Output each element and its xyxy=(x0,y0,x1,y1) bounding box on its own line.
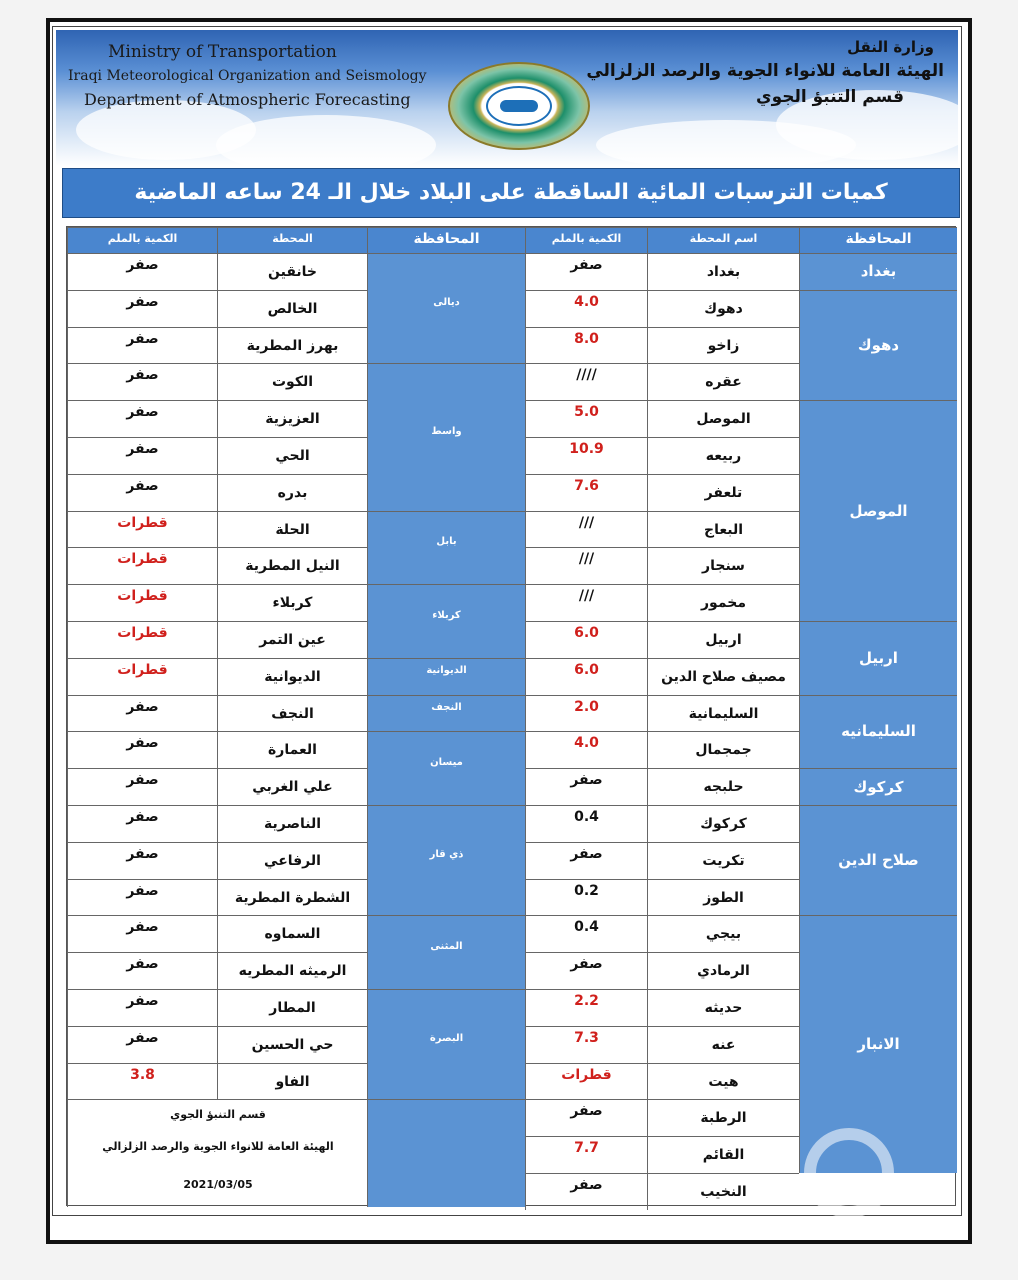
right-station-cell: السليمانية xyxy=(647,695,799,732)
left-station-cell: بهرز المطرية xyxy=(217,327,367,364)
right-amount-cell: 2.2 xyxy=(525,989,647,1026)
right-station-cell: جمجمال xyxy=(647,731,799,768)
left-province-cell xyxy=(367,511,525,585)
right-province-cell xyxy=(799,695,957,769)
header-left-province: المحافظة xyxy=(367,227,525,253)
left-station-cell: العمارة xyxy=(217,731,367,768)
left-amount-cell: قطرات xyxy=(67,584,217,621)
right-station-cell: هيت xyxy=(647,1063,799,1100)
english-header xyxy=(68,40,427,112)
province-name: دهوك xyxy=(857,335,900,354)
right-amount-cell: 0.4 xyxy=(525,805,647,842)
left-station-cell: الرميثه المطريه xyxy=(217,952,367,989)
arabic-header xyxy=(586,36,944,110)
right-station-cell: مخمور xyxy=(647,584,799,621)
left-amount-cell: صفر xyxy=(67,290,217,327)
logo-wave-icon xyxy=(500,100,538,112)
right-station-cell: الموصل xyxy=(647,400,799,437)
left-station-cell: خانقين xyxy=(217,253,367,290)
right-station-cell: كركوك xyxy=(647,805,799,842)
left-amount-cell: صفر xyxy=(67,731,217,768)
province-name: ديالى xyxy=(433,297,460,309)
right-station-cell: ربيعه xyxy=(647,437,799,474)
right-amount-cell: صفر xyxy=(525,1099,647,1136)
footer-block xyxy=(67,1099,367,1207)
right-province-cell xyxy=(799,621,957,695)
header-right-station: اسم المحطة xyxy=(647,227,799,253)
right-station-cell: مصيف صلاح الدين xyxy=(647,658,799,695)
left-province-cell xyxy=(367,989,525,1099)
province-name: ذي قار xyxy=(429,849,464,861)
left-amount-cell: صفر xyxy=(67,327,217,364)
right-station-cell: الطوز xyxy=(647,879,799,916)
precipitation-table xyxy=(66,226,956,1206)
right-amount-cell: صفر xyxy=(525,952,647,989)
left-amount-cell: 3.8 xyxy=(67,1063,217,1100)
left-station-cell: عين التمر xyxy=(217,621,367,658)
left-amount-cell: قطرات xyxy=(67,658,217,695)
page-title: كميات الترسبات المائية الساقطة على البلاد خلال الـ 24 ساعه الماضية xyxy=(62,168,960,218)
right-amount-cell: 0.2 xyxy=(525,879,647,916)
right-amount-cell: /// xyxy=(525,547,647,584)
ministry-name-ar: وزارة النقل xyxy=(847,38,934,56)
department-name-en: Department of Atmospheric Forecasting xyxy=(84,90,411,109)
right-station-cell: الرطبة xyxy=(647,1099,799,1136)
province-name: ميسان xyxy=(430,757,463,769)
right-amount-cell: صفر xyxy=(525,1173,647,1210)
left-province-cell xyxy=(367,658,525,695)
header-left-station: المحطة xyxy=(217,227,367,253)
province-name: البصرة xyxy=(429,1033,464,1045)
right-station-cell: تلعفر xyxy=(647,474,799,511)
cloud-shape xyxy=(216,115,436,166)
organization-name-ar: الهيئة العامة للانواء الجوية والرصد الزلزالي xyxy=(586,61,944,81)
organization-name-en: Iraqi Meteorological Organization and Seismology xyxy=(68,68,427,84)
left-province-cell xyxy=(367,363,525,510)
right-province-cell xyxy=(799,805,957,915)
left-amount-cell: صفر xyxy=(67,842,217,879)
left-amount-cell: قطرات xyxy=(67,621,217,658)
province-name: المثنى xyxy=(430,941,463,953)
province-name: السليمانيه xyxy=(841,722,916,741)
right-station-cell: حلبجه xyxy=(647,768,799,805)
header-right-amount: الكمية بالملم xyxy=(525,227,647,253)
left-station-cell: العزيزية xyxy=(217,400,367,437)
right-amount-cell: 8.0 xyxy=(525,327,647,364)
right-amount-cell: قطرات xyxy=(525,1063,647,1100)
right-station-cell: دهوك xyxy=(647,290,799,327)
left-station-cell: السماوه xyxy=(217,915,367,952)
province-name: بابل xyxy=(436,536,457,548)
logo-emblem xyxy=(486,86,552,126)
header-banner xyxy=(56,30,958,166)
right-amount-cell: 0.4 xyxy=(525,915,647,952)
left-station-cell: الرفاعي xyxy=(217,842,367,879)
right-amount-cell: /// xyxy=(525,584,647,621)
organization-logo-icon xyxy=(448,62,590,150)
right-amount-cell: 6.0 xyxy=(525,621,647,658)
left-province-cell xyxy=(367,584,525,658)
right-station-cell: القائم xyxy=(647,1136,799,1173)
left-amount-cell: صفر xyxy=(67,952,217,989)
province-name: واسط xyxy=(431,425,462,437)
left-station-cell: الحلة xyxy=(217,511,367,548)
right-province-cell xyxy=(799,290,957,400)
right-amount-cell: 2.0 xyxy=(525,695,647,732)
left-amount-cell: قطرات xyxy=(67,547,217,584)
right-province-cell xyxy=(799,768,957,805)
left-amount-cell: صفر xyxy=(67,915,217,952)
right-amount-cell: 7.7 xyxy=(525,1136,647,1173)
left-amount-cell: صفر xyxy=(67,1026,217,1063)
right-station-cell: عنه xyxy=(647,1026,799,1063)
left-station-cell: كربلاء xyxy=(217,584,367,621)
right-amount-cell: 7.6 xyxy=(525,474,647,511)
right-station-cell: البعاج xyxy=(647,511,799,548)
right-province-cell xyxy=(799,915,957,1173)
right-amount-cell: صفر xyxy=(525,253,647,290)
left-amount-cell: قطرات xyxy=(67,511,217,548)
right-province-cell xyxy=(799,253,957,290)
right-station-cell: اربيل xyxy=(647,621,799,658)
right-station-cell: بيجي xyxy=(647,915,799,952)
right-amount-cell: 6.0 xyxy=(525,658,647,695)
left-station-cell: بدره xyxy=(217,474,367,511)
right-province-cell xyxy=(799,400,957,621)
right-station-cell: حديثه xyxy=(647,989,799,1026)
right-station-cell: تكريت xyxy=(647,842,799,879)
footer-organization: الهيئة العامة للانواء الجوية والرصد الزلزالي xyxy=(102,1140,334,1154)
left-station-cell: الكوت xyxy=(217,363,367,400)
left-province-cell xyxy=(367,915,525,989)
footer-department: قسم التنبؤ الجوي xyxy=(170,1108,266,1122)
left-amount-cell: صفر xyxy=(67,474,217,511)
right-amount-cell: /// xyxy=(525,511,647,548)
left-station-cell: علي الغربي xyxy=(217,768,367,805)
right-station-cell: زاخو xyxy=(647,327,799,364)
province-name: كربلاء xyxy=(432,609,461,621)
left-province-filler xyxy=(367,1099,525,1207)
right-station-cell: سنجار xyxy=(647,547,799,584)
right-amount-cell: صفر xyxy=(525,768,647,805)
left-station-cell: النيل المطرية xyxy=(217,547,367,584)
footer-date: 2021/03/05 xyxy=(183,1178,253,1192)
left-station-cell: الناصرية xyxy=(217,805,367,842)
left-province-cell xyxy=(367,695,525,732)
right-amount-cell: صفر xyxy=(525,842,647,879)
province-name: اربيل xyxy=(859,648,898,667)
province-name: الانبار xyxy=(857,1035,900,1054)
province-name: بغداد xyxy=(860,262,897,281)
left-station-cell: الديوانية xyxy=(217,658,367,695)
left-amount-cell: صفر xyxy=(67,879,217,916)
right-station-cell: الرمادي xyxy=(647,952,799,989)
left-province-cell xyxy=(367,253,525,363)
left-amount-cell: صفر xyxy=(67,695,217,732)
province-name: الديوانية xyxy=(426,665,467,677)
left-province-cell xyxy=(367,805,525,915)
left-amount-cell: صفر xyxy=(67,363,217,400)
province-name: صلاح الدين xyxy=(838,851,919,870)
left-station-cell: حي الحسين xyxy=(217,1026,367,1063)
left-amount-cell: صفر xyxy=(67,400,217,437)
left-station-cell: الشطرة المطرية xyxy=(217,879,367,916)
right-amount-cell: 5.0 xyxy=(525,400,647,437)
right-amount-cell: 4.0 xyxy=(525,731,647,768)
left-amount-cell: صفر xyxy=(67,437,217,474)
left-station-cell: الفاو xyxy=(217,1063,367,1100)
left-province-cell xyxy=(367,731,525,805)
ministry-name-en: Ministry of Transportation xyxy=(108,42,337,62)
right-station-cell: بغداد xyxy=(647,253,799,290)
left-station-cell: الخالص xyxy=(217,290,367,327)
left-amount-cell: صفر xyxy=(67,768,217,805)
header-right-province: المحافظة xyxy=(799,227,957,253)
left-amount-cell: صفر xyxy=(67,253,217,290)
right-amount-cell: 4.0 xyxy=(525,290,647,327)
header-left-amount: الكمية بالملم xyxy=(67,227,217,253)
right-amount-cell: //// xyxy=(525,363,647,400)
left-amount-cell: صفر xyxy=(67,989,217,1026)
left-station-cell: المطار xyxy=(217,989,367,1026)
province-name: الموصل xyxy=(849,501,908,520)
left-amount-cell: صفر xyxy=(67,805,217,842)
left-station-cell: النجف xyxy=(217,695,367,732)
watermark-logo-icon xyxy=(804,1128,894,1218)
department-name-ar: قسم التنبؤ الجوي xyxy=(756,87,904,107)
province-name: كركوك xyxy=(853,777,904,796)
right-station-cell: النخيب xyxy=(647,1173,799,1210)
left-station-cell: الحي xyxy=(217,437,367,474)
right-station-cell: عقره xyxy=(647,363,799,400)
right-amount-cell: 7.3 xyxy=(525,1026,647,1063)
province-name: النجف xyxy=(431,701,462,713)
right-amount-cell: 10.9 xyxy=(525,437,647,474)
